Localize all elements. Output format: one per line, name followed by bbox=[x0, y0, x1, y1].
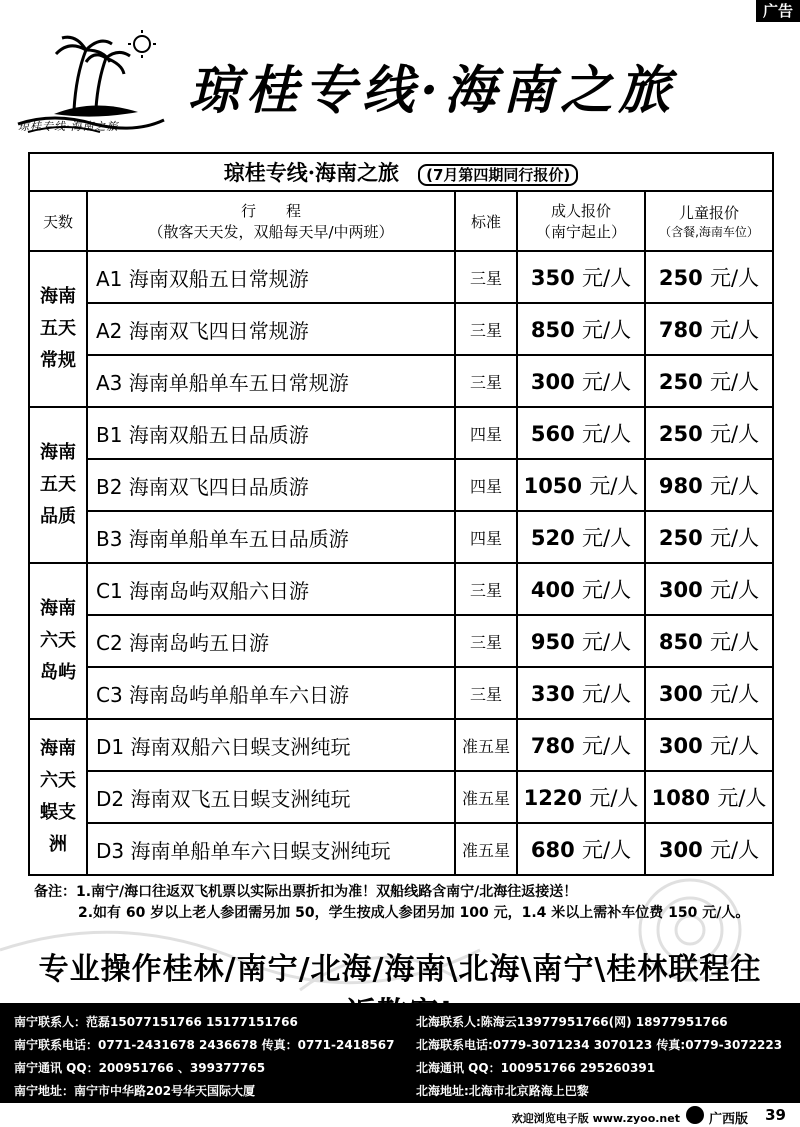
group-name-line: 海南 bbox=[40, 598, 76, 619]
logo-caption: 琼桂专线·海南之旅 bbox=[18, 120, 119, 133]
child-price bbox=[645, 251, 773, 303]
hotel-standard: 四星 bbox=[455, 459, 517, 511]
group-name-line: 海南 bbox=[40, 442, 76, 463]
adult-price bbox=[517, 667, 645, 719]
child-price-value: 980 bbox=[658, 474, 703, 498]
child-price bbox=[645, 459, 773, 511]
bh-contact-person: 北海联系人:陈海云13977951766(网) 18977951766 bbox=[416, 1015, 728, 1029]
child-price-unit: 元/人 bbox=[710, 318, 760, 342]
bh-contact-qq: 北海通讯 QQ：100951766 295260391 bbox=[416, 1061, 656, 1075]
adult-price-unit: 元/人 bbox=[589, 474, 639, 498]
header-adult-title: 成人报价 bbox=[550, 202, 611, 220]
route-name: B3 海南单船单车五日品质游 bbox=[87, 511, 455, 563]
hotel-standard: 准五星 bbox=[455, 823, 517, 875]
nn-contact-qq: 南宁通讯 QQ：200951766 、399377765 bbox=[14, 1061, 266, 1075]
adult-price-unit: 元/人 bbox=[589, 786, 639, 810]
nn-contact-person: 南宁联系人：范磊15077151766 15177151766 bbox=[14, 1015, 298, 1029]
adult-price-unit: 元/人 bbox=[582, 838, 632, 862]
route-name: C3 海南岛屿单船单车六日游 bbox=[87, 667, 455, 719]
adult-price-value: 950 bbox=[530, 630, 575, 654]
slogan: 专业操作桂林/南宁/北海/海南\北海\南宁\桂林联程往 bbox=[38, 952, 762, 987]
header-route bbox=[87, 191, 455, 251]
child-price-unit: 元/人 bbox=[710, 422, 760, 446]
route-name: C1 海南岛屿双船六日游 bbox=[87, 563, 455, 615]
adult-price bbox=[517, 563, 645, 615]
header-child bbox=[645, 191, 773, 251]
table-row bbox=[29, 563, 773, 615]
adult-price-value: 300 bbox=[530, 370, 575, 394]
adult-price bbox=[517, 355, 645, 407]
table-row bbox=[29, 459, 773, 511]
adult-price bbox=[517, 459, 645, 511]
nn-contact-phone: 南宁联系电话：0771-2431678 2436678 传真：0771-2418567 bbox=[14, 1038, 395, 1052]
group-name-line: 六天 bbox=[40, 630, 76, 651]
table-title: 琼桂专线·海南之旅 bbox=[223, 160, 400, 185]
group-name-line: 六天 bbox=[40, 770, 76, 791]
adult-price-value: 350 bbox=[530, 266, 575, 290]
adult-price-unit: 元/人 bbox=[582, 370, 632, 394]
child-price-unit: 元/人 bbox=[710, 734, 760, 758]
price-table-body bbox=[29, 251, 773, 875]
adult-price-value: 1050 bbox=[523, 474, 583, 498]
adult-price-value: 400 bbox=[530, 578, 575, 602]
adult-price-value: 1220 bbox=[523, 786, 583, 810]
ad-tag: 广告 bbox=[756, 0, 800, 22]
route-name: D1 海南双船六日蜈支洲纯玩 bbox=[87, 719, 455, 771]
child-price bbox=[645, 563, 773, 615]
table-row bbox=[29, 251, 773, 303]
child-price bbox=[645, 771, 773, 823]
route-name: A2 海南双飞四日常规游 bbox=[87, 303, 455, 355]
table-row bbox=[29, 615, 773, 667]
table-row bbox=[29, 823, 773, 875]
child-price-unit: 元/人 bbox=[710, 266, 760, 290]
route-name: B1 海南双船五日品质游 bbox=[87, 407, 455, 459]
note-line-1: 备注：1.南宁/海口往返双飞机票以实际出票折扣为准！双船线路含南宁/北海往返接送！ bbox=[34, 884, 578, 900]
route-name: D2 海南双飞五日蜈支洲纯玩 bbox=[87, 771, 455, 823]
child-price bbox=[645, 823, 773, 875]
price-table bbox=[28, 152, 772, 876]
hotel-standard: 三星 bbox=[455, 251, 517, 303]
group-name bbox=[29, 251, 87, 407]
adult-price-unit: 元/人 bbox=[582, 266, 632, 290]
hotel-standard: 三星 bbox=[455, 355, 517, 407]
adult-price bbox=[517, 303, 645, 355]
child-price bbox=[645, 511, 773, 563]
notes bbox=[28, 882, 772, 924]
route-name: D3 海南单船单车六日蜈支洲纯玩 bbox=[87, 823, 455, 875]
child-price-value: 250 bbox=[658, 266, 703, 290]
route-name: A3 海南单船单车五日常规游 bbox=[87, 355, 455, 407]
footer-brand: 广西版 bbox=[708, 1112, 748, 1127]
header-route-note: （散客天天发，双船每天早/中两班） bbox=[148, 223, 394, 241]
table-row bbox=[29, 667, 773, 719]
hotel-standard: 三星 bbox=[455, 667, 517, 719]
group-name bbox=[29, 563, 87, 719]
hotel-standard: 四星 bbox=[455, 407, 517, 459]
adult-price-value: 560 bbox=[530, 422, 575, 446]
child-price-value: 300 bbox=[658, 682, 703, 706]
footer-logo-icon bbox=[686, 1106, 704, 1124]
route-name: A1 海南双船五日常规游 bbox=[87, 251, 455, 303]
bh-contact-phone: 北海联系电话:0779-3071234 3070123 传真:0779-3072223 bbox=[416, 1038, 783, 1052]
child-price-value: 300 bbox=[658, 578, 703, 602]
header-route-title: 行 程 bbox=[240, 202, 301, 220]
nn-contact-address: 南宁地址：南宁市中华路202号华天国际大厦 bbox=[14, 1084, 256, 1098]
child-price-unit: 元/人 bbox=[710, 630, 760, 654]
child-price bbox=[645, 719, 773, 771]
table-row bbox=[29, 407, 773, 459]
child-price-value: 250 bbox=[658, 422, 703, 446]
child-price-value: 1080 bbox=[651, 786, 711, 810]
table-subtitle: (7月第四期同行报价) bbox=[418, 164, 578, 186]
route-name: B2 海南双飞四日品质游 bbox=[87, 459, 455, 511]
group-name-line: 五天 bbox=[40, 474, 76, 495]
hotel-standard: 准五星 bbox=[455, 771, 517, 823]
child-price-value: 250 bbox=[658, 526, 703, 550]
route-name: C2 海南岛屿五日游 bbox=[87, 615, 455, 667]
child-price-unit: 元/人 bbox=[710, 838, 760, 862]
adult-price-unit: 元/人 bbox=[582, 630, 632, 654]
header-standard: 标准 bbox=[455, 191, 517, 251]
group-name-line: 海南 bbox=[40, 738, 76, 759]
adult-price bbox=[517, 823, 645, 875]
child-price bbox=[645, 407, 773, 459]
header-days: 天数 bbox=[29, 191, 87, 251]
child-price bbox=[645, 615, 773, 667]
adult-price-value: 330 bbox=[530, 682, 575, 706]
adult-price-value: 850 bbox=[530, 318, 575, 342]
note-line-2: 2.如有 60 岁以上老人参团需另加 50，学生按成人参团另加 100 元，1.4 米以上需补车位费 150 元/人。 bbox=[78, 905, 750, 921]
adult-price bbox=[517, 407, 645, 459]
child-price-unit: 元/人 bbox=[710, 370, 760, 394]
child-price-unit: 元/人 bbox=[710, 526, 760, 550]
adult-price bbox=[517, 719, 645, 771]
group-name-line: 蜈支 bbox=[40, 802, 76, 823]
table-row bbox=[29, 355, 773, 407]
footer bbox=[0, 1104, 800, 1127]
child-price-value: 300 bbox=[658, 838, 703, 862]
footer-url: 欢迎浏览电子版 www.zyoo.net bbox=[511, 1112, 680, 1125]
child-price-value: 850 bbox=[658, 630, 703, 654]
hotel-standard: 准五星 bbox=[455, 719, 517, 771]
group-name-line: 海南 bbox=[40, 286, 76, 307]
header-child-note: （含餐,海南车位） bbox=[659, 225, 759, 239]
header-child-title: 儿童报价 bbox=[678, 204, 739, 222]
group-name-line: 品质 bbox=[40, 506, 76, 527]
child-price-unit: 元/人 bbox=[710, 474, 760, 498]
group-name-line: 常规 bbox=[40, 350, 76, 371]
child-price-unit: 元/人 bbox=[710, 578, 760, 602]
group-name bbox=[29, 407, 87, 563]
hotel-standard: 三星 bbox=[455, 615, 517, 667]
child-price-value: 780 bbox=[658, 318, 703, 342]
adult-price-unit: 元/人 bbox=[582, 734, 632, 758]
group-name-line: 五天 bbox=[40, 318, 76, 339]
child-price-unit: 元/人 bbox=[717, 786, 767, 810]
contact-bar bbox=[0, 1003, 800, 1103]
adult-price-unit: 元/人 bbox=[582, 682, 632, 706]
adult-price bbox=[517, 511, 645, 563]
adult-price-unit: 元/人 bbox=[582, 318, 632, 342]
adult-price bbox=[517, 615, 645, 667]
header-adult bbox=[517, 191, 645, 251]
adult-price-value: 780 bbox=[530, 734, 575, 758]
hotel-standard: 三星 bbox=[455, 303, 517, 355]
group-name-line: 洲 bbox=[49, 834, 67, 855]
adult-price-unit: 元/人 bbox=[582, 578, 632, 602]
adult-price bbox=[517, 251, 645, 303]
table-row bbox=[29, 303, 773, 355]
group-name-line: 岛屿 bbox=[40, 662, 76, 683]
adult-price-value: 520 bbox=[530, 526, 575, 550]
table-row bbox=[29, 719, 773, 771]
child-price bbox=[645, 303, 773, 355]
child-price bbox=[645, 667, 773, 719]
bh-contact-address: 北海地址:北海市北京路海上巴黎 bbox=[416, 1084, 589, 1098]
child-price bbox=[645, 355, 773, 407]
header-adult-note: （南宁起止） bbox=[535, 223, 626, 241]
child-price-value: 250 bbox=[658, 370, 703, 394]
adult-price-unit: 元/人 bbox=[582, 422, 632, 446]
hotel-standard: 三星 bbox=[455, 563, 517, 615]
child-price-unit: 元/人 bbox=[710, 682, 760, 706]
adult-price-value: 680 bbox=[530, 838, 575, 862]
table-title-cell bbox=[29, 153, 773, 191]
hotel-standard: 四星 bbox=[455, 511, 517, 563]
page-headline: 琼桂专线·海南之旅 bbox=[188, 60, 677, 121]
child-price-value: 300 bbox=[658, 734, 703, 758]
adult-price-unit: 元/人 bbox=[582, 526, 632, 550]
table-row bbox=[29, 771, 773, 823]
page-number: 39 bbox=[765, 1106, 786, 1124]
table-row bbox=[29, 511, 773, 563]
group-name bbox=[29, 719, 87, 875]
adult-price bbox=[517, 771, 645, 823]
